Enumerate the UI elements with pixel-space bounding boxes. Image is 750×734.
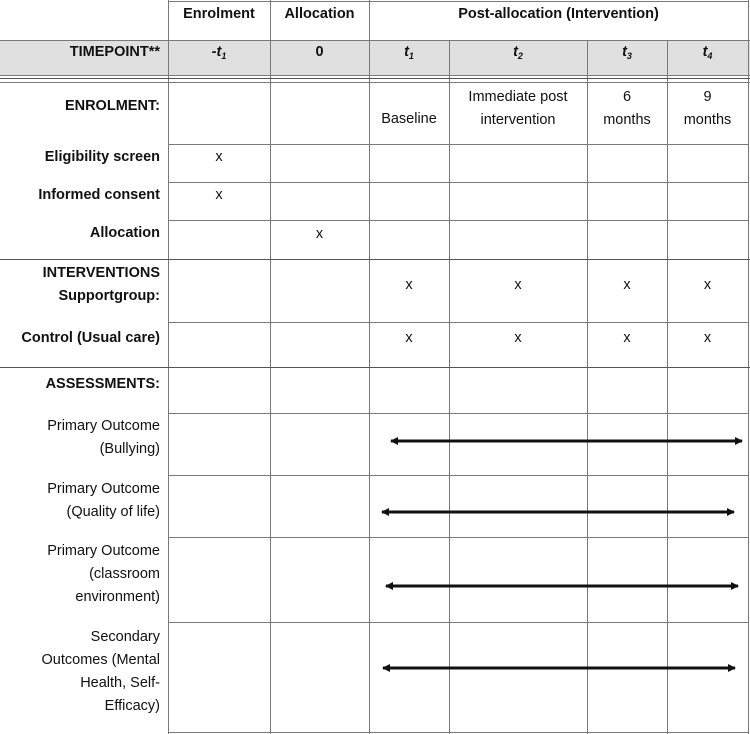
eligibility-mark: x <box>215 149 223 165</box>
eligibility-screen-label: Eligibility screen <box>44 149 160 165</box>
primary2-line1: Primary Outcome <box>47 481 160 497</box>
header-enrolment: Enrolment <box>183 6 255 22</box>
support-mark-t4: x <box>703 277 712 293</box>
nine-months-line2: months <box>683 112 732 128</box>
primary3-line1: Primary Outcome <box>47 543 160 559</box>
primary2-line2: (Quality of life) <box>66 504 160 520</box>
timepoint-allocation: 0 <box>315 44 324 60</box>
baseline-label: Baseline <box>381 111 437 127</box>
support-mark-t2: x <box>514 277 522 293</box>
six-months-line1: 6 <box>622 89 632 105</box>
timepoint-t3: $t_3$ <box>622 44 632 61</box>
primary1-line1: Primary Outcome <box>47 418 160 434</box>
interventions-line1: INTERVENTIONS <box>42 265 160 281</box>
support-mark-t3: x <box>623 277 631 293</box>
timepoint-t1: $t_1$ <box>404 44 414 61</box>
control-mark-t3: x <box>623 330 631 346</box>
six-months-line2: months <box>603 112 651 128</box>
consent-mark: x <box>215 187 223 203</box>
immediate-post-line1: Immediate post <box>468 89 568 105</box>
control-label: Control (Usual care) <box>21 330 160 346</box>
immediate-post-line2: intervention <box>480 112 556 128</box>
timepoint-t4: $t_4$ <box>702 44 713 61</box>
secondary-line1: Secondary <box>90 629 160 645</box>
timepoint-enrolment: $-t_1$ <box>211 44 227 61</box>
secondary-line2: Outcomes (Mental <box>41 652 160 668</box>
timepoint-t2: $t_2$ <box>513 44 523 61</box>
support-mark-t1: x <box>405 277 413 293</box>
primary3-line3: environment) <box>75 589 160 605</box>
assessments-label: ASSESSMENTS: <box>45 376 160 392</box>
secondary-line4: Efficacy) <box>104 698 160 714</box>
enrolment-label: ENROLMENT: <box>64 98 160 114</box>
primary3-line2: (classroom <box>89 566 160 582</box>
header-post-allocation: Post-allocation (Intervention) <box>458 6 659 22</box>
timepoint-label: TIMEPOINT** <box>69 44 160 60</box>
nine-months-line1: 9 <box>703 89 712 105</box>
secondary-line3: Health, Self- <box>80 675 160 691</box>
informed-consent-label: Informed consent <box>38 187 160 203</box>
control-mark-t4: x <box>703 330 712 346</box>
allocation-mark: x <box>315 226 324 242</box>
control-mark-t2: x <box>514 330 522 346</box>
primary1-line2: (Bullying) <box>99 441 160 457</box>
control-mark-t1: x <box>405 330 413 346</box>
header-allocation: Allocation <box>284 6 355 22</box>
allocation-label: Allocation <box>89 225 160 241</box>
interventions-line2: Supportgroup: <box>58 288 160 304</box>
